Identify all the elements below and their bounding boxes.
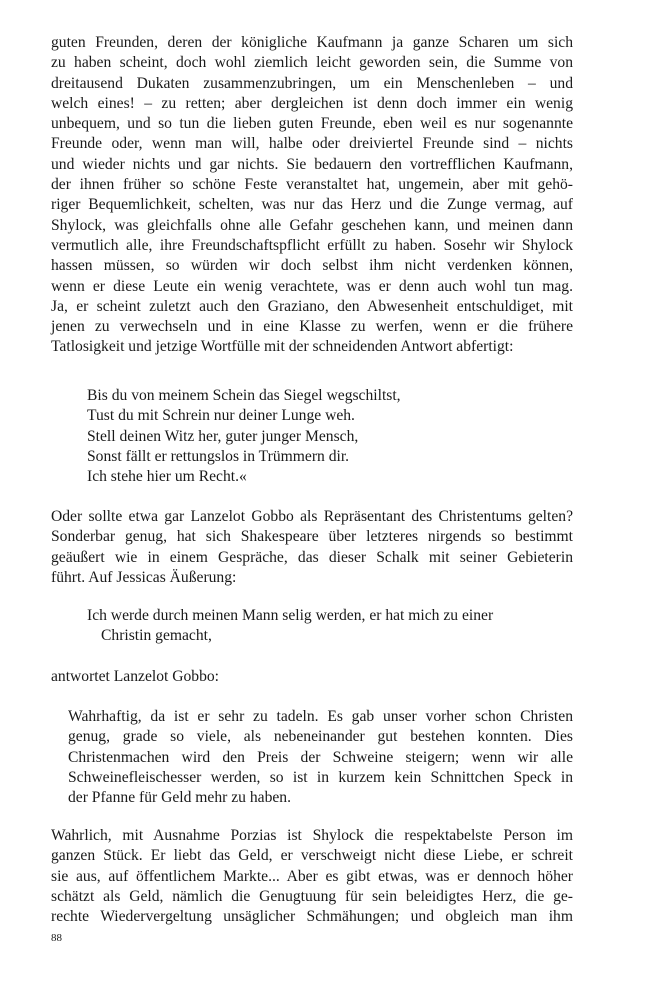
text-line: Freunde oder, wenn man will, halbe oder dreiviertel Freunde sind – nichts bbox=[51, 135, 573, 153]
text-line: hassen müssen, so würden wir doch selbst ihm nicht verdenken können, bbox=[51, 257, 573, 275]
verse-line: Ich stehe hier um Recht.« bbox=[87, 468, 247, 486]
quote-line: Christin gemacht, bbox=[101, 627, 212, 645]
text-line: wenn er diese Leute ein wenig verachtete, was er denn auch wohl tun mag. bbox=[51, 277, 573, 295]
text-line: zu haben scheint, doch wohl ziemlich leicht geworden sein, die Summe von bbox=[51, 54, 573, 72]
quote-line: Schweinefleischesser werden, so ist in kurzem kein Schnittchen Speck in bbox=[68, 768, 573, 786]
text-line: jenen zu verwechseln und in eine Klasse zu werfen, wenn er die frühere bbox=[51, 318, 573, 336]
text-line: unbequem, und so tun die lieben guten Freunde, eben weil es nur sogenannte bbox=[51, 115, 573, 133]
verse-quote bbox=[87, 386, 401, 487]
text-line: und wieder nichts und gar nichts. Sie bedauern den vortrefflichen Kaufmann, bbox=[51, 155, 573, 173]
text-line: Tatlosigkeit und jetzige Wortfülle mit der schneidenden Antwort abfertigt: bbox=[51, 338, 514, 356]
text-line: welch eines! – zu retten; aber dergleichen ist denn doch immer ein wenig bbox=[51, 94, 573, 112]
text-line: ganzen Stück. Er liebt das Geld, er verschweigt nicht diese Liebe, er schreit bbox=[51, 847, 573, 865]
quote-line: der Pfanne für Geld mehr zu haben. bbox=[68, 789, 291, 807]
paragraph-1 bbox=[51, 33, 573, 358]
text-line: antwortet Lanzelot Gobbo: bbox=[51, 668, 220, 685]
text-line: Sonderbar genug, hat sich Shakespeare über letzteres nirgends so bestimmt bbox=[51, 528, 573, 546]
text-line: riger Bequemlichkeit, schelten, was nur das Herz und die Zunge vermag, auf bbox=[51, 196, 573, 214]
text-line: Shylock, was gleichfalls ohne alle Gefahr geschehen kann, und meinen dann bbox=[51, 216, 573, 234]
text-line: sie aus, auf öffentlichem Markte... Aber es gibt etwas, was er dennoch höher bbox=[51, 867, 573, 885]
paragraph-4 bbox=[51, 826, 573, 927]
paragraph-2 bbox=[51, 507, 573, 588]
text-line: führt. Auf Jessicas Äußerung: bbox=[51, 568, 237, 586]
quote-line: Wahrhaftig, da ist er sehr zu tadeln. Es gab unser vorher schon Christen bbox=[68, 708, 573, 725]
text-line: schätzt als Geld, nämlich die Genugtuung für sein beleidigtes Herz, die ge- bbox=[51, 887, 573, 905]
lanzelot-quote bbox=[68, 707, 573, 808]
text-line: Oder sollte etwa gar Lanzelot Gobbo als Repräsentant des Christentums gelten? bbox=[51, 508, 573, 525]
verse-line: Tust du mit Schrein nur deiner Lunge weh. bbox=[87, 407, 355, 425]
text-line: Wahrlich, mit Ausnahme Porzias ist Shylock die respektabelste Person im bbox=[51, 827, 573, 844]
jessica-quote bbox=[87, 606, 557, 647]
paragraph-3 bbox=[51, 667, 573, 687]
verse-line: Stell deinen Witz her, guter junger Mensch, bbox=[87, 427, 359, 445]
text-line: der ihnen früher so schöne Feste veranstaltet hat, ungemein, aber mit gehö- bbox=[51, 176, 573, 194]
text-line: rechte Wiedervergeltung unsäglicher Schmähungen; und obgleich man ihm bbox=[51, 908, 573, 926]
text-line: geäußert wie in einem Gespräche, das dieser Schalk mit seiner Gebieterin bbox=[51, 548, 573, 566]
text-line: Ja, er scheint zuletzt auch den Graziano, den Abwesenheit entschuldiget, mit bbox=[51, 297, 573, 315]
verse-line: Bis du von meinem Schein das Siegel wegschiltst, bbox=[87, 387, 401, 404]
quote-line: Christenmachen wird den Preis der Schweine steigern; wenn wir alle bbox=[68, 748, 573, 766]
quote-line: genug, grade so viele, als nebeneinander gut bestehen konnten. Dies bbox=[68, 728, 573, 746]
page-number: 88 bbox=[51, 932, 62, 944]
verse-line: Sonst fällt er rettungslos in Trümmern dir. bbox=[87, 447, 350, 465]
text-line: dreitausend Dukaten zusammenzubringen, um ein Menschenleben – und bbox=[51, 74, 573, 92]
text-line: vermutlich alle, ihre Freundschaftspflicht erfüllt zu haben. Sosehr wir Shylock bbox=[51, 236, 573, 254]
text-line: guten Freunden, deren der königliche Kaufmann ja ganze Scharen um sich bbox=[51, 34, 573, 51]
quote-line: Ich werde durch meinen Mann selig werden, er hat mich zu einer bbox=[87, 607, 494, 624]
